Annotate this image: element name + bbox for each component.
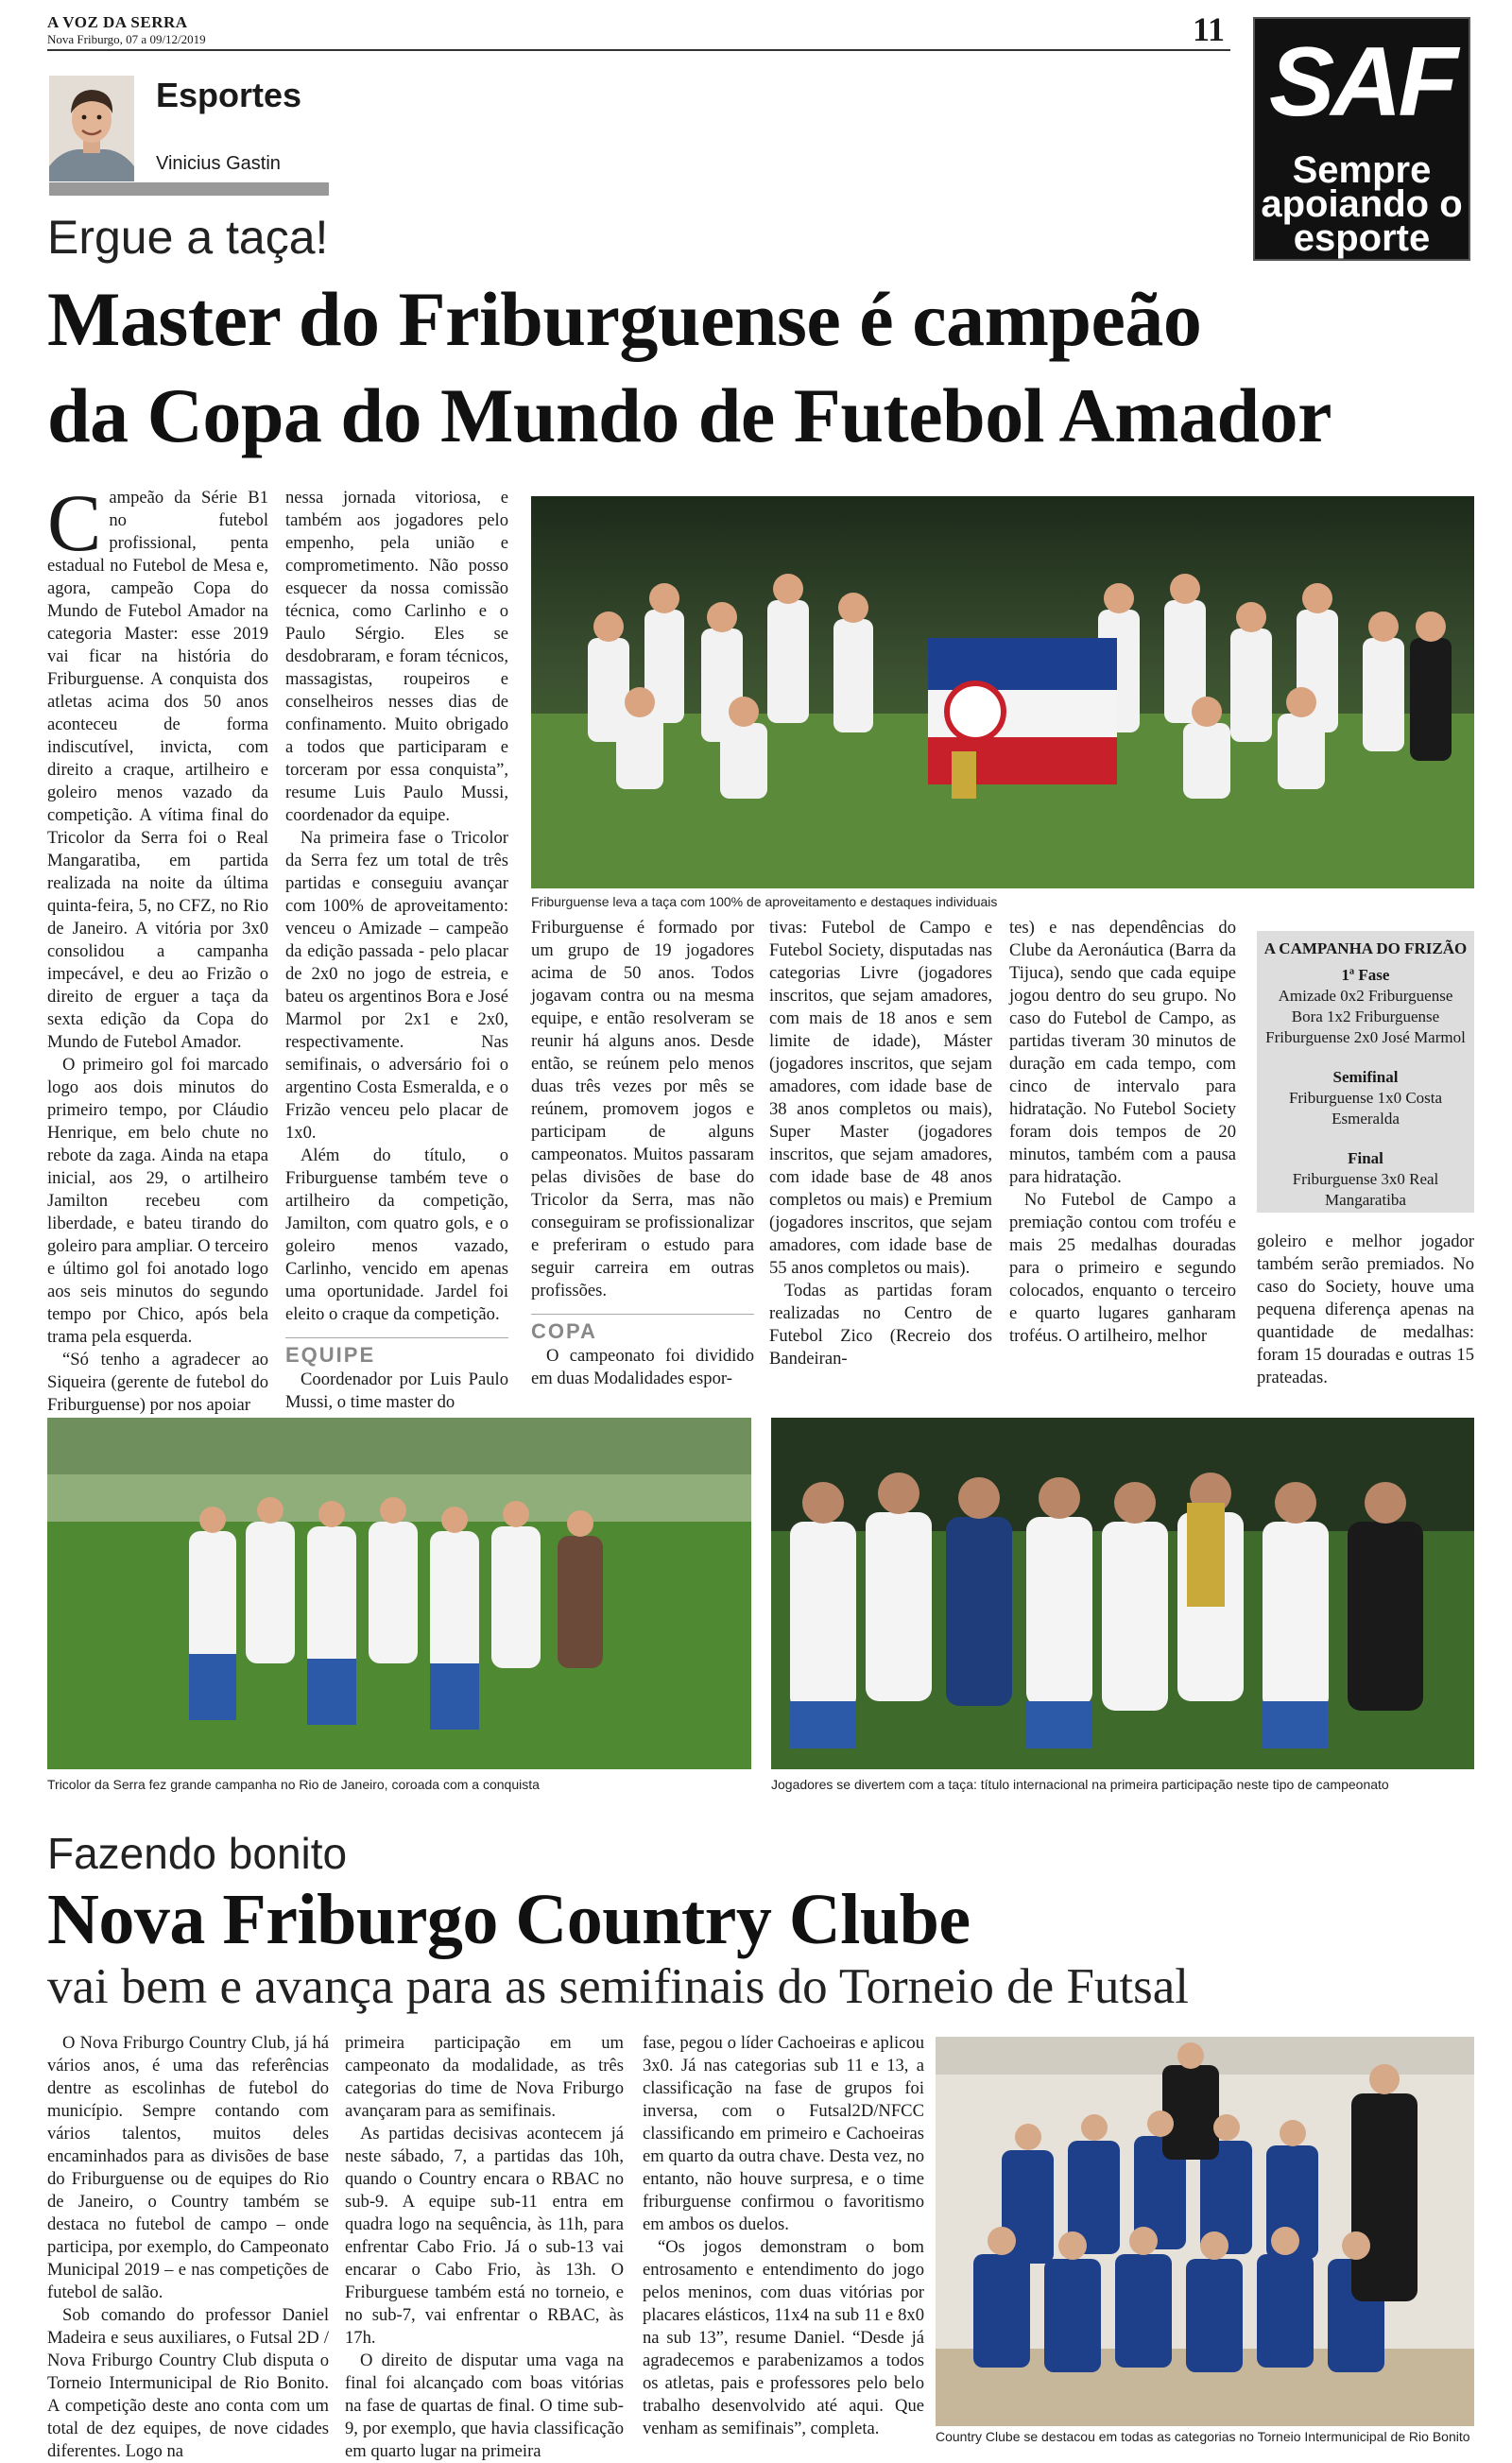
article1-col3-paragraph2: O campeonato foi dividido em duas Modalidades espor- bbox=[531, 1346, 754, 1388]
article1-column-6 bbox=[1257, 1231, 1474, 1410]
phase1-game: Friburguense 2x0 José Marmol bbox=[1265, 1028, 1466, 1046]
article2-col1-paragraph1: O Nova Friburgo Country Club, já há vários anos, é uma das referências dentre as escolinhas de futebol do município. Sempre contando com vários talentos, muitos deles encaminhados para as divisões de base do Friburguense ou de equipes do Rio de Janeiro, o Country também se destaca no futebol de campo – onde participa, por exemplo, do Campeonato Municipal 2019 – e nas competições de futebol de salão. bbox=[47, 2033, 329, 2302]
article2-col1-paragraph2: Sob comando do professor Daniel Madeira e seus auxiliares, o Futsal 2D / Nova Friburgo Country Club disputa o Torneio Intermunicipal de Rio Bonito. A competição deste ano conta com um total de dez equipes, de nove cidades diferentes. Logo na bbox=[47, 2305, 329, 2461]
right-photo-caption: Jogadores se divertem com a taça: título internacional na primeira participação neste tipo de campeonato bbox=[771, 1777, 1389, 1792]
saf-logo-line2: apoiando o bbox=[1261, 183, 1463, 225]
subtitle-copa: COPA bbox=[531, 1314, 754, 1343]
article1-col3-paragraph1: Friburguense é formado por um grupo de 19 jogadores acima de 50 anos. Todos jogavam contra ou na mesma equipe, e então resolveram se reunir há alguns anos. Desde então, se reúnem pelo menos duas três vezes por mês se reúnem, promovem jogos e participam de alguns campeonatos. Muitos passaram pelas divisões de base do Tricolor da Serra, mas não conseguiram se profissionalizar e preferiram o estudo para seguir carreira em outras profissões. bbox=[531, 918, 754, 1300]
header-rule bbox=[47, 49, 1230, 51]
team-photo-icon bbox=[531, 496, 1474, 888]
saf-logo-text: SAF bbox=[1269, 27, 1454, 137]
subtitle-equipe: EQUIPE bbox=[285, 1337, 508, 1367]
article1-column-1 bbox=[47, 477, 268, 1415]
dropcap: C bbox=[47, 477, 102, 568]
huddle-photo-icon bbox=[47, 1418, 751, 1769]
article1-col2-paragraph1: nessa jornada vitoriosa, e também aos jogadores pelo empenho, pela união e comprometimento. Não posso esquecer da nossa comissão técnica, como Carlinho e o Paulo Sérgio. Eles se desdobraram, e foram técnicos, massagistas, roupeiros e conselheiros nesses dias de confinamento. Muito obrigado a todos que participaram e torceram por essa conquista”, resume Luis Paulo Mussi, coordenador da equipe. bbox=[285, 488, 508, 825]
saf-logo-line1: Sempre bbox=[1292, 149, 1432, 191]
trophy-photo-icon bbox=[771, 1418, 1474, 1769]
article2-col2-paragraph1: primeira participação em um campeonato da modalidade, as três categorias do time de Nova Friburgo avançaram para as semifinais. bbox=[345, 2033, 624, 2121]
campaign-box-title: A CAMPANHA DO FRIZÃO bbox=[1263, 939, 1468, 957]
phase1-game: Amizade 0x2 Friburguense bbox=[1278, 987, 1453, 1005]
newspaper-name: A VOZ DA SERRA bbox=[47, 13, 188, 31]
article1-col4-paragraph1: tivas: Futebol de Campo e Futebol Society, disputadas nas categorias Livre (jogadores inscritos, que sejam amadores, com mais de 18 anos e sem limite de idade), Máster (jogadores inscritos, que sejam amadores, com idade base de 38 anos completos ou mais), Super Master (jogadores inscritos, que sejam amadores, com idade base de 48 anos completos ou mais) e Premium (jogadores inscritos, que sejam amadores, com idade base de 55 anos completos ou mais). bbox=[769, 918, 992, 1278]
left-photo-caption: Tricolor da Serra fez grande campanha no Rio de Janeiro, coroada com a conquista bbox=[47, 1777, 540, 1792]
article1-col5-paragraph2: No Futebol de Campo a premiação contou com troféu e mais 25 medalhas douradas para o primeiro e segundo colocados, enquanto o terceiro e quarto lugares ganharam troféus. O artilheiro, melhor bbox=[1009, 1190, 1236, 1346]
futsal-team-photo-icon bbox=[936, 2037, 1474, 2426]
article1-col6-paragraph1: goleiro e melhor jogador também serão premiados. No caso do Society, houve uma pequena diferença apenas na quantidade de medalhas: foram 15 douradas e outras 15 prateadas. bbox=[1257, 1232, 1474, 1387]
article1-col1-paragraph1: ampeão da Série B1 no futebol profissional, penta estadual no Futebol de Mesa e, agora, campeão Copa do Mundo de Futebol Amador na categoria Master: esse 2019 vai ficar na história do Friburguense. A conquista dos atletas acima dos 50 anos aconteceu de forma indiscutível, invicta, com direito a craque, artilheiro e goleiro menos vazado da competição. A vítima final do Tricolor da Serra foi o Real Mangaratiba, em partida realizada na noite da última quinta-feira, 5, no CFZ, no Rio de Janeiro. A vitória por 3x0 consolidou a campanha impecável, e deu ao Frizão o direito de erguer a taça da sexta edição da Copa do Mundo de Futebol Amador. bbox=[47, 488, 268, 1052]
photo-futsal-team bbox=[936, 2037, 1474, 2426]
page-number: 11 bbox=[1193, 10, 1226, 48]
article2-column-3 bbox=[643, 2032, 924, 2448]
article2-subhead: vai bem e avança para as semifinais do Torneio de Futsal bbox=[47, 1959, 1190, 2014]
article1-col2-paragraph2: Na primeira fase o Tricolor da Serra fez um total de três partidas e conseguiu avançar com 100% de aproveitamento: venceu o Amizade – campeão da edição passada - pelo placar de 2x0 no jogo de estreia, e bateu os argentinos Bora e José Marmol por 2x1 e 2x0, respectivamente. Nas semifinais, o adversário foi o argentino Costa Esmeralda, e o Frizão venceu pelo placar de 1x0. bbox=[285, 828, 508, 1143]
article2-column-2 bbox=[345, 2032, 624, 2461]
semifinal-game: Esmeralda bbox=[1332, 1110, 1400, 1128]
article1-col1-paragraph2: O primeiro gol foi marcado logo aos dois minutos do primeiro tempo, por Cláudio Henrique, em belo chute no rebote da zaga. Ainda na etapa inicial, aos 29, o artilheiro Jamilton recebeu com liberdade, e bateu tirando do goleiro para ampliar. O terceiro e último gol foi anotado logo aos seis minutos do segundo tempo por Chico, após bela trama pela esquerda. bbox=[47, 1055, 268, 1347]
final-game: Friburguense 3x0 Real bbox=[1292, 1170, 1439, 1188]
edition-date: Nova Friburgo, 07 a 09/12/2019 bbox=[47, 32, 206, 46]
section-label: Esportes bbox=[156, 76, 302, 114]
article2-column-1 bbox=[47, 2032, 329, 2461]
semifinal-title: Semifinal bbox=[1332, 1068, 1399, 1086]
author-name: Vinicius Gastin bbox=[156, 153, 281, 174]
final-title: Final bbox=[1348, 1149, 1383, 1167]
futsal-photo-caption: Country Clube se destacou em todas as categorias no Torneio Intermunicipal de Rio Bonito bbox=[936, 2429, 1470, 2444]
photo-players-with-trophy bbox=[771, 1418, 1474, 1769]
article1-col1-paragraph3: “Só tenho a agradecer ao Siqueira (gerente de futebol do Friburguense) por nos apoiar bbox=[47, 1350, 268, 1415]
article1-column-2 bbox=[285, 487, 508, 1412]
article2-col3-paragraph2: “Os jogos demonstram o bom entrosamento e entendimento do jogo pelos meninos, com duas vitórias por placares elásticos, 11x4 na sub 11 e 8x0 na sub 13”, resume Daniel. “Desde já agradecemos e parabenizamos a todos os atletas, pais e professores pelo belo trabalho desenvolvido até aqui. Que venham as semifinais”, completa. bbox=[643, 2237, 924, 2438]
article2-col3-paragraph1: fase, pegou o líder Cachoeiras e aplicou 3x0. Já nas categorias sub 11 e 13, a classificação na fase de grupos foi inversa, com o Futsal2D/NFCC classificando em primeiro e Cachoeiras em quarto da outra chave. Desta vez, no entanto, não houve surpresa, e o time friburguense confirmou o favoritismo em ambos os duelos. bbox=[643, 2033, 924, 2234]
article1-col5-paragraph1: tes) e nas dependências do Clube da Aeronáutica (Barra da Tijuca), sendo que cada equipe jogou dentro do seu grupo. No caso do Futebol de Campo, as partidas tiveram 30 minutos de duração em cada tempo, com cinco de intervalo para hidratação. No Futebol Society foram dois tempos de 20 minutos, também com a pausa para hidratação. bbox=[1009, 918, 1236, 1187]
author-photo bbox=[49, 76, 134, 181]
article1-col2-paragraph3: Além do título, o Friburguense também teve o artilheiro da competição, Jamilton, com quatro gols, e o goleiro menos vazado, Carlinho, vencido em apenas uma oportunidade. Jardel foi eleito o craque da competição. bbox=[285, 1145, 508, 1324]
phase1-game: Bora 1x2 Friburguense bbox=[1291, 1008, 1440, 1025]
article1-kicker: Ergue a taça! bbox=[47, 211, 329, 264]
article1-headline-line2: da Copa do Mundo de Futebol Amador bbox=[47, 372, 1332, 458]
article1-col4-paragraph2: Todas as partidas foram realizadas no Centro de Futebol Zico (Recreio dos Bandeiran- bbox=[769, 1281, 992, 1369]
saf-logo-line3: esporte bbox=[1293, 217, 1431, 259]
article1-col2-paragraph4: Coordenador por Luis Paulo Mussi, o time master do bbox=[285, 1369, 508, 1412]
final-game: Mangaratiba bbox=[1325, 1191, 1406, 1209]
article1-column-5 bbox=[1009, 917, 1236, 1408]
author-portrait-icon bbox=[49, 76, 134, 181]
article2-headline: Nova Friburgo Country Clube bbox=[47, 1880, 971, 1959]
article2-col2-paragraph3: O direito de disputar uma vaga na final foi alcançado com boas vitórias na fase de quartas de final. O time sub-9, por exemplo, que havia classificação em quarto lugar na primeira bbox=[345, 2351, 624, 2461]
semifinal-game: Friburguense 1x0 Costa bbox=[1288, 1089, 1443, 1107]
photo-team-huddle bbox=[47, 1418, 751, 1769]
article1-headline-line1: Master do Friburguense é campeão bbox=[47, 276, 1202, 362]
article1-column-4 bbox=[769, 917, 992, 1408]
campaign-sidebar-box bbox=[1257, 931, 1474, 1213]
article1-column-3 bbox=[531, 917, 754, 1408]
phase1-title: 1ª Fase bbox=[1341, 966, 1390, 984]
section-bar bbox=[49, 182, 329, 196]
main-photo-team-celebration bbox=[531, 496, 1474, 888]
main-photo-caption: Friburguense leva a taça com 100% de aproveitamento e destaques individuais bbox=[531, 894, 998, 909]
article2-kicker: Fazendo bonito bbox=[47, 1829, 348, 1878]
article2-col2-paragraph2: As partidas decisivas acontecem já neste sábado, 7, a partidas das 10h, quando o Country encara o RBAC no sub-9. A equipe sub-11 entra em quadra logo na sequência, às 11h, para enfrentar Cabo Frio. Já o sub-13 vai encarar o Cabo Frio, às 13h. O Friburguese também está no torneio, e no sub-7, vai enfrentar o RBAC, às 17h. bbox=[345, 2124, 624, 2348]
saf-logo bbox=[1253, 17, 1470, 261]
